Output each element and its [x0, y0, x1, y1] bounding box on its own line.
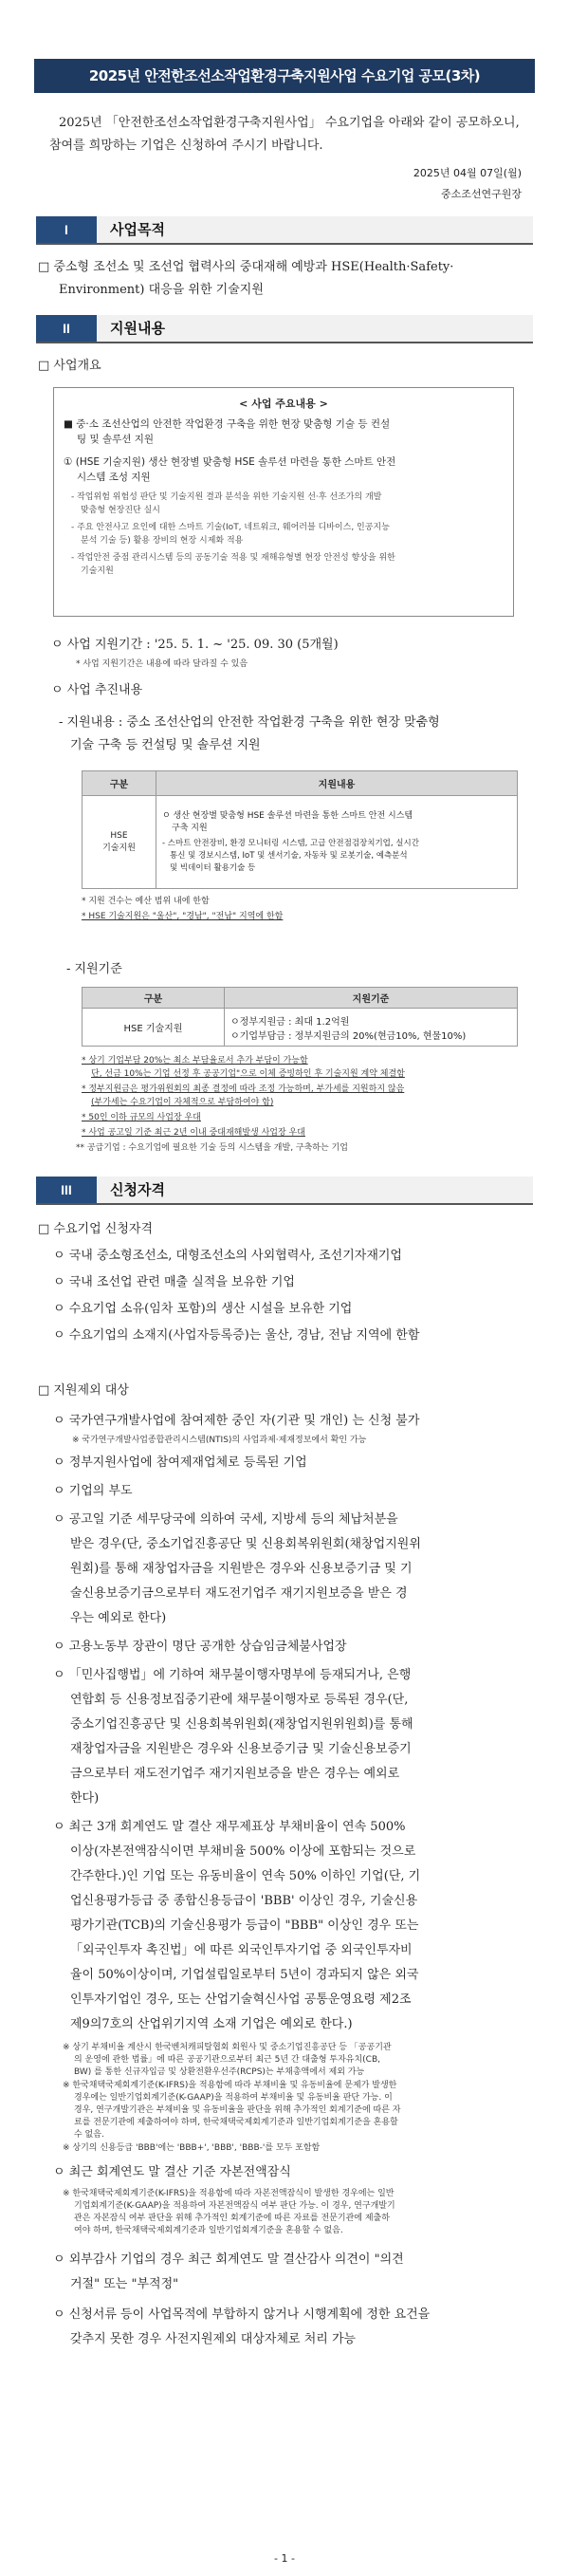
- criteria-note: * 정부지원금은 평가위원회의 최종 결정에 따라 조정 가능하며, 부가세를 지원하지 않음: [82, 1084, 405, 1094]
- table-header: 지원내용: [156, 771, 518, 796]
- exclusion-item: ㅇ 정부지원사업에 참여제재업체로 등록된 기업: [53, 1455, 307, 1470]
- eligibility-item: ㅇ 수요기업의 소재지(사업자등록증)는 울산, 경남, 전남 지역에 한함: [53, 1328, 420, 1343]
- exclusion-item-cont: 재창업자금을 지원받은 경우와 신용보증기금 및 기술신용보증기: [70, 1742, 412, 1756]
- exclusion-item-cont: 중소기업진흥공단 및 신용회복위원회(재창업지원위원회)를 통해: [70, 1717, 413, 1732]
- exclusion-item-cont: 갖추지 못한 경우 사전지원제외 대상자체로 처리 가능: [70, 2332, 357, 2346]
- section-title: 사업목적: [110, 221, 165, 238]
- exclusion-item-cont: 한다): [70, 1791, 100, 1806]
- exclusion-item-cont: 업신용평가등급 중 종합신용등급이 'BBB' 이상인 경우, 기술신용: [70, 1894, 418, 1908]
- exclusion-note: 관은 자본잠식 여부 판단을 위해 추가적인 회계기준에 따른 자료를 전문기관에 제출하: [74, 2214, 390, 2223]
- section-number: II: [36, 315, 97, 342]
- section-number: I: [36, 216, 97, 243]
- page-number: - 1 -: [274, 2552, 295, 2565]
- table-cell: ㅇ 생산 현장별 맞춤형 HSE 솔루션 마련을 통한 스마트 안전 시스템 구축 지원 - 스마트 안전장비, 환경 모니터링 시스템, 고급 안전점검장치기업, 실시간 통신 및 경보시스템, IoT 및 센서기술, 자동차 및 로봇기술, 예측분석 및 빅데이터 활용기술 등: [156, 796, 518, 889]
- exclusion-item: ㅇ 「민사집행법」에 기하여 채무불이행자명부에 등재되거나, 은행: [53, 1668, 412, 1682]
- box-line: ① (HSE 기술지원) 생산 현장별 맞춤형 HSE 솔루션 마련을 통한 스마트 안전: [64, 456, 396, 468]
- box-line: ■ 중·소 조선산업의 안전한 작업환경 구축을 위한 현장 맞춤형 기술 등 컨설: [64, 418, 391, 430]
- exclusion-note: 경우에는 일반기업회계기준(K-GAAP)을 적용하여 부채비율 및 유동비율 판단 가능. 이: [74, 2093, 393, 2103]
- exclusion-item-cont: 율이 50%이상이며, 기업설립일로부터 5년이 경과되지 않은 외국: [70, 1968, 419, 1982]
- criteria-note: * 상기 기업부담 20%는 최소 부담율로서 추가 부담이 가능함: [82, 1056, 308, 1066]
- exclusion-note: 료를 전문기관에 제출하여야 하며, 한국채택국제회계기준과 일반기업회계기준을 혼용할: [74, 2118, 398, 2127]
- eligibility-label: □ 수요기업 신청자격: [38, 1222, 154, 1236]
- exclusion-item-cont: 간주한다.)인 기업 또는 유동비율이 연속 50% 이하인 기업(단, 기: [70, 1869, 421, 1883]
- criteria-note: * 50인 이하 규모의 사업장 우대: [82, 1113, 201, 1122]
- announcement-date: 2025년 04월 07일(월): [413, 167, 522, 179]
- eligibility-item: ㅇ 국내 조선업 관련 매출 실적을 보유한 기업: [53, 1275, 295, 1289]
- table-header: 구분: [83, 771, 156, 796]
- exclusion-item: ㅇ 신청서류 등이 사업목적에 부합하지 않거나 시행계획에 정한 요건을: [53, 2307, 431, 2322]
- exclusion-note: 수 없음.: [74, 2130, 104, 2140]
- exclusion-item-cont: 이상(자본전액잠식이면 부채비율 500% 이상에 포함되는 것으로: [70, 1844, 416, 1859]
- criteria-note: * 사업 공고일 기준 최근 2년 이내 중대재해발생 사업장 우대: [82, 1128, 305, 1138]
- box-subline: 맞춤형 현장진단 실시: [81, 506, 160, 515]
- issuing-organization: 중소조선연구원장: [440, 188, 522, 200]
- exclusion-note: ※ 한국채택국제회계기준(K-IFRS)을 적용함에 따라 부채비율 및 유동비율에 문제가 발생한: [63, 2081, 397, 2090]
- purpose-line: □ 중소형 조선소 및 조선업 협력사의 중대재해 예방과 HSE(Health·Safety·: [38, 260, 454, 274]
- exclusion-note: 기업회계기준(K-GAAP)을 적용하여 자본전액잠식 여부 판단 가능. 이 경우, 연구개발기: [74, 2201, 395, 2211]
- exclusion-note: 의 운영에 관한 법률」에 따른 공공기관으로부터 최근 5년 간 대출형 투자유치(CB,: [74, 2055, 380, 2065]
- section-header-purpose: [36, 216, 533, 245]
- exclusion-item: ㅇ 최근 3개 회계연도 말 결산 재무제표상 부채비율이 연속 500%: [53, 1820, 406, 1834]
- content-label: ㅇ 사업 추진내용: [51, 683, 143, 697]
- content-line: 기술 구축 등 컨설팅 및 솔루션 지원: [70, 738, 261, 752]
- exclusion-note: 여야 하며, 한국채택국제회계기준과 일반기업회계기준을 혼용할 수 없음.: [74, 2226, 343, 2235]
- box-line: 팅 및 솔루션 지원: [77, 434, 155, 445]
- section-header-support: [36, 315, 533, 343]
- exclusion-note: ※ 상기의 신용등급 'BBB'에는 'BBB+', 'BBB', 'BBB-'를 모두 포함함: [63, 2143, 321, 2153]
- support-criteria-table: [82, 987, 518, 1047]
- box-line: 시스템 조성 지원: [77, 472, 151, 483]
- exclusion-item-cont: 거절" 또는 "부적정": [70, 2277, 179, 2291]
- exclusion-item-cont: 연합회 등 신용정보집중기관에 채무불이행자로 등록된 경우(단,: [70, 1693, 409, 1707]
- exclusion-item-cont: 인투자기업인 경우, 또는 산업기술혁신사업 공통운영요령 제2조: [70, 1992, 412, 2007]
- table-cell: ㅇ정부지원금 : 최대 1.2억원 ㅇ기업부담금 : 정부지원금의 20%(현금10%, 현물10%): [225, 1009, 518, 1047]
- exclusion-item: ㅇ 기업의 부도: [53, 1484, 133, 1498]
- support-period: ㅇ 사업 지원기간 : '25. 5. 1. ~ '25. 09. 30 (5개월): [51, 638, 339, 652]
- table-note: * HSE 기술지원은 "울산", "경남", "전남" 지역에 한함: [82, 912, 284, 921]
- support-content-table: [82, 770, 518, 889]
- exclusion-note: ※ 상기 부채비율 계산시 한국벤처캐피탈협회 회원사 및 중소기업진흥공단 등 「공공기관: [63, 2043, 392, 2052]
- exclusion-label: □ 지원제외 대상: [38, 1383, 129, 1398]
- box-title: < 사업 주요내용 >: [239, 398, 328, 410]
- eligibility-item: ㅇ 국내 중소형조선소, 대형조선소의 사외협력사, 조선기자재기업: [53, 1249, 402, 1263]
- exclusion-item-cont: 제9의7호의 산업위기지역 소재 기업은 예외로 한다.): [70, 2017, 353, 2031]
- table-row-label: HSE 기술지원: [83, 796, 156, 889]
- table-header: 구분: [83, 988, 225, 1009]
- exclusion-item-cont: 「외국인투자 촉진법」에 따른 외국인투자기업 중 외국인투자비: [70, 1943, 413, 1957]
- exclusion-note: 경우, 연구개발기관은 부채비율 및 유동비율을 판단을 위해 추가적인 회계기준에 따른 자: [74, 2105, 401, 2115]
- box-subline: - 작업위험 위험성 판단 및 기술지원 결과 분석을 위한 기술지원 선·후 선조가의 개발: [71, 492, 382, 502]
- exclusion-item-cont: 원회)를 통해 재창업자금을 지원받은 경우와 신용보증기금 및 기: [70, 1562, 413, 1576]
- eligibility-item: ㅇ 수요기업 소유(임차 포함)의 생산 시설을 보유한 기업: [53, 1302, 353, 1316]
- criteria-note: 단, 선금 10%는 기업 선정 후 공공기업"으로 이체 증빙하인 후 기술지원 계약 체결함: [91, 1069, 405, 1079]
- criteria-label: - 지원기준: [66, 962, 122, 976]
- page-title: 2025년 안전한조선소작업환경구축지원사업 수요기업 공모(3차): [34, 59, 535, 93]
- box-subline: - 작업안전 중점 관리시스템 등의 공동기술 적용 및 재해유형별 현장 안전성 향상을 위한: [71, 553, 395, 563]
- criteria-note: (부가세는 수요기업이 자체적으로 부담하여야 함): [91, 1098, 274, 1107]
- section-number: III: [36, 1177, 97, 1203]
- table-row-label: HSE 기술지원: [83, 1009, 225, 1047]
- criteria-note: ** 공급기업 : 수요기업에 필요한 기술 등의 시스템을 개발, 구축하는 기업: [76, 1143, 348, 1153]
- exclusion-note: BW) 를 통한 신규자입금 및 상환전환우선주(RCPS)는 부채총액에서 제외 가능: [74, 2067, 365, 2077]
- exclusion-item-cont: 평가기관(TCB)의 기술신용평가 등급이 "BBB" 이상인 경우 또는: [70, 1918, 419, 1933]
- exclusion-item: ㅇ 고용노동부 장관이 명단 공개한 상습임금체불사업장: [53, 1640, 347, 1654]
- box-subline: - 주요 안전사고 요인에 대한 스마트 기술(IoT, 네트워크, 웨어러블 디바이스, 인공지능: [71, 523, 390, 532]
- exclusion-item: ㅇ 국가연구개발사업에 참여제한 중인 자(기관 및 개인) 는 신청 불가: [53, 1414, 420, 1428]
- box-subline: 기술지원: [81, 566, 114, 576]
- box-subline: 분석 기술 등) 활용 장비의 현장 시제화 적용: [81, 536, 244, 546]
- period-note: * 사업 지원기간은 내용에 따라 달라질 수 있음: [76, 659, 248, 669]
- exclusion-item-cont: 금으로부터 재도전기업주 재기지원보증을 받은 경우는 예외로: [70, 1767, 400, 1781]
- section-header-eligibility: [36, 1177, 533, 1205]
- exclusion-note: ※ 한국채택국제회계기준(K-IFRS)을 적용함에 따라 자본전액잠식이 발생한 경우에는 일반: [63, 2189, 395, 2198]
- exclusion-note: ※ 국가연구개발사업종합관리시스템(NTIS)의 사업과제·제재정보에서 확인 가능: [72, 1436, 367, 1445]
- table-note: * 지원 건수는 예산 범위 내에 한함: [82, 897, 210, 906]
- content-line: - 지원내용 : 중소 조선산업의 안전한 작업환경 구축을 위한 현장 맞춤형: [59, 715, 440, 730]
- exclusion-item: ㅇ 공고일 기준 세무당국에 의하여 국세, 지방세 등의 체납처분을: [53, 1512, 398, 1527]
- table-header: 지원기준: [225, 988, 518, 1009]
- overview-label: □ 사업개요: [38, 359, 101, 373]
- exclusion-item: ㅇ 최근 회계연도 말 결산 기준 자본전액잠식: [53, 2165, 291, 2179]
- section-title: 신청자격: [110, 1181, 165, 1198]
- exclusion-item-cont: 받은 경우(단, 중소기업진흥공단 및 신용회복위원회(채창업지원위: [70, 1537, 421, 1551]
- exclusion-item: ㅇ 외부감사 기업의 경우 최근 회계연도 말 결산감사 의견이 "의견: [53, 2252, 404, 2267]
- section-title: 지원내용: [110, 320, 165, 337]
- exclusion-item-cont: 술신용보증기금으로부터 재도전기업주 재기지원보증을 받은 경: [70, 1586, 408, 1601]
- exclusion-item-cont: 우는 예외로 한다): [70, 1611, 167, 1625]
- intro-paragraph: 2025년 「안전한조선소작업환경구축지원사업」 수요기업을 아래와 같이 공모하오니, 참여를 희망하는 기업은 신청하여 주시기 바랍니다.: [49, 116, 520, 153]
- purpose-line: Environment) 대응을 위한 기술지원: [59, 283, 264, 297]
- main-content-box: [53, 387, 514, 617]
